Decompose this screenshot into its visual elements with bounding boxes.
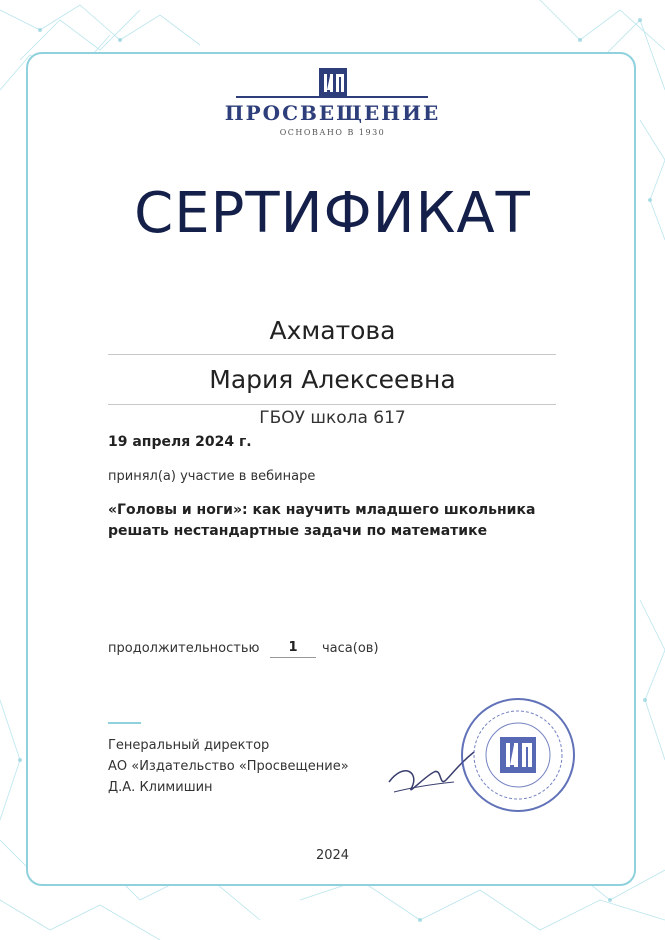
prosveshchenie-logo-icon — [319, 68, 347, 98]
signatory-organization: АО «Издательство «Просвещение» — [108, 759, 349, 774]
divider — [108, 354, 556, 355]
certificate-title: СЕРТИФИКАТ — [134, 181, 531, 246]
signature-accent-line — [108, 722, 141, 724]
signatory-block — [108, 735, 349, 798]
signatory-position: Генеральный директор — [108, 738, 270, 753]
logo-subtitle: ОСНОВАНО В 1930 — [279, 128, 386, 137]
logo-underline — [236, 96, 428, 98]
recipient-surname: Ахматова — [269, 316, 396, 345]
duration-unit: часа(ов) — [322, 641, 379, 656]
certificate-year: 2024 — [315, 848, 350, 863]
logo-wordmark: ПРОСВЕЩЕНИЕ — [224, 101, 441, 125]
signatory-name: Д.А. Климишин — [108, 780, 213, 795]
webinar-title-line: решать нестандартные задачи по математике — [108, 523, 488, 539]
recipient-school: ГБОУ школа 617 — [259, 408, 406, 428]
event-date: 19 апреля 2024 г. — [108, 434, 252, 450]
webinar-title-line: «Головы и ноги»: как научить младшего школьника — [108, 502, 536, 518]
duration-label: продолжительностью — [108, 641, 260, 656]
duration-value: 1 — [270, 640, 316, 658]
participation-text: принял(а) участие в вебинаре — [108, 469, 316, 484]
company-seal — [458, 695, 578, 815]
divider — [108, 404, 556, 405]
recipient-given-names: Мария Алексеевна — [209, 365, 456, 394]
webinar-title — [108, 500, 568, 542]
